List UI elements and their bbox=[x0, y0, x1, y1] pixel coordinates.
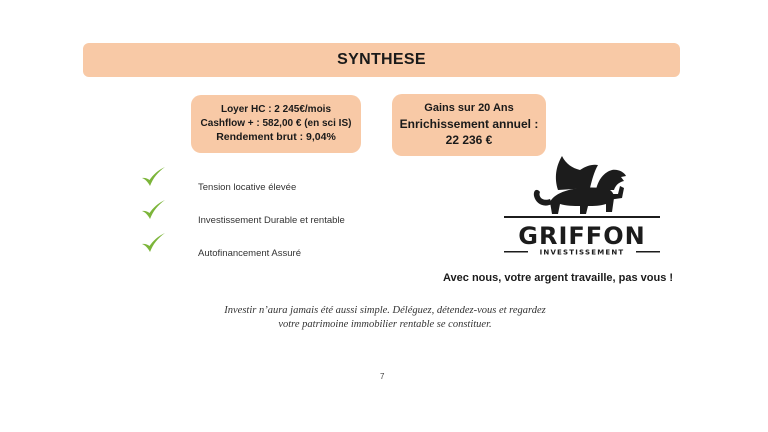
list-item bbox=[140, 166, 400, 196]
checkmark-icon bbox=[140, 232, 166, 254]
griffin-icon bbox=[534, 156, 626, 214]
list-item bbox=[140, 232, 400, 262]
page-title: SYNTHESE bbox=[337, 51, 426, 68]
tagline: Avec nous, votre argent travaille, pas vous ! bbox=[443, 272, 674, 284]
gains-heading: Gains sur 20 Ans bbox=[424, 102, 514, 115]
checkmark-icon bbox=[140, 199, 166, 221]
checkmark-icon bbox=[140, 166, 166, 188]
page-number: 7 bbox=[380, 372, 385, 381]
rental-summary-box bbox=[191, 95, 361, 153]
list-item bbox=[140, 199, 400, 229]
annual-enrichment-value: 22 236 € bbox=[445, 133, 493, 148]
cashflow-line: Cashflow + : 582,00 € (en sci IS) bbox=[200, 117, 352, 129]
rent-line: Loyer HC : 2 245€/mois bbox=[220, 104, 332, 116]
yield-line: Rendement brut : 9,04% bbox=[216, 131, 336, 144]
logo-name: GRIFFON bbox=[518, 222, 646, 250]
title-bar bbox=[83, 43, 680, 77]
logo-subtitle: INVESTISSEMENT bbox=[539, 248, 625, 257]
checklist-item-label: Autofinancement Assuré bbox=[198, 248, 301, 259]
annual-enrichment-label: Enrichissement annuel : bbox=[399, 117, 539, 132]
checklist-item-label: Tension locative élevée bbox=[198, 182, 297, 193]
quote-line-1: Investir n’aura jamais été aussi simple. Déléguez, détendez-vous et regardez bbox=[224, 305, 546, 316]
gains-summary-box bbox=[392, 94, 546, 156]
griffon-logo bbox=[500, 150, 664, 266]
quote bbox=[180, 304, 590, 332]
quote-line-2: votre patrimoine immobilier rentable se constituer. bbox=[278, 319, 492, 331]
checklist-item-label: Investissement Durable et rentable bbox=[198, 215, 345, 226]
